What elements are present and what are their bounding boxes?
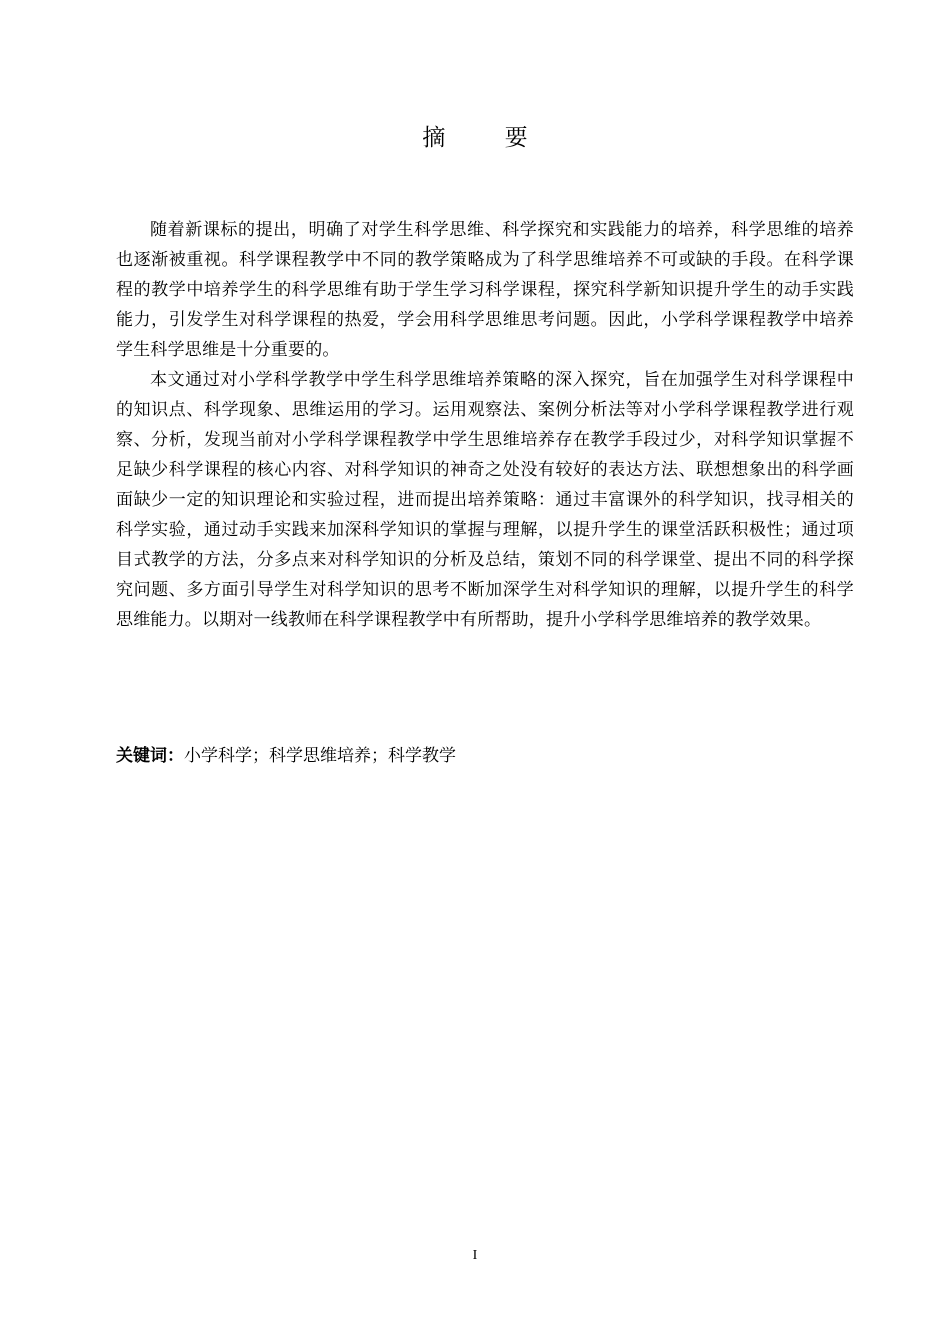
abstract-body [116, 215, 854, 635]
keywords-line [116, 741, 854, 771]
page-number: I [472, 1248, 478, 1263]
abstract-title: 摘 要 [422, 125, 554, 151]
abstract-paragraph-1: 随着新课标的提出，明确了对学生科学思维、科学探究和实践能力的培养，科学思维的培养也逐渐被重视。科学课程教学中不同的教学策略成为了科学思维培养不可或缺的手段。在科学课程的教学中培养学生的科学思维有助于学生学习科学课程，探究科学新知识提升学生的动手实践能力，引发学生对科学课程的热爱，学会用科学思维思考问题。因此，小学科学课程教学中培养学生科学思维是十分重要的。 [116, 220, 854, 360]
abstract-paragraph-2: 本文通过对小学科学教学中学生科学思维培养策略的深入探究，旨在加强学生对科学课程中的知识点、科学现象、思维运用的学习。运用观察法、案例分析法等对小学科学课程教学进行观察、分析，发现当前对小学科学课程教学中学生思维培养存在教学手段过少，对科学知识掌握不足缺少科学课程的核心内容、对科学知识的神奇之处没有较好的表达方法、联想想象出的科学画面缺少一定的知识理论和实验过程，进而提出培养策略：通过丰富课外的科学知识，找寻相关的科学实验，通过动手实践来加深科学知识的掌握与理解，以提升学生的课堂活跃积极性；通过项目式教学的方法，分多点来对科学知识的分析及总结，策划不同的科学课堂、提出不同的科学探究问题、多方面引导学生对科学知识的思考不断加深学生对科学知识的理解，以提升学生的科学思维能力。以期对一线教师在科学课程教学中有所帮助，提升小学科学思维培养的教学效果。 [116, 370, 854, 630]
keywords-label: 关键词： [116, 746, 184, 766]
keywords-value: 小学科学；科学思维培养；科学教学 [184, 746, 456, 766]
